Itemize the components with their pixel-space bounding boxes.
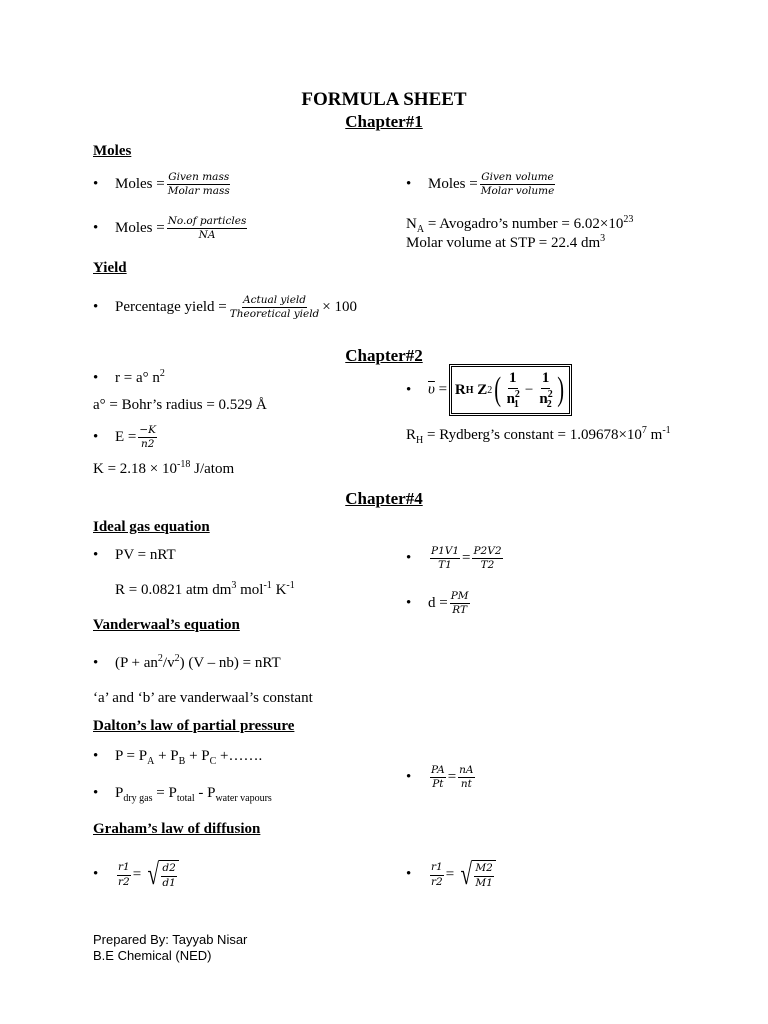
superscript: -18 (177, 459, 191, 470)
moles-particles-formula (93, 215, 249, 242)
fraction (480, 171, 556, 198)
symbol: R (406, 427, 417, 443)
fraction (472, 545, 502, 572)
subscript: 1 (513, 398, 519, 410)
bullet-icon: • (93, 547, 99, 563)
bullet-icon: • (93, 655, 99, 671)
chapter-1-heading: Chapter#1 (345, 112, 423, 131)
fraction (138, 424, 157, 451)
text: K (271, 582, 287, 598)
fraction (538, 369, 552, 411)
text: P = P (115, 748, 148, 764)
k-constant (93, 459, 234, 478)
text: - P (194, 785, 216, 801)
numerator: Given mass (167, 171, 230, 185)
denominator: d1 (162, 876, 176, 889)
numerator: PA (430, 764, 446, 778)
numerator: No.of particles (167, 215, 248, 229)
text: = Avogadro’s number = 6.02×10 (424, 216, 624, 232)
graham-density-formula (93, 860, 179, 890)
fraction (474, 862, 493, 889)
energy-formula (93, 424, 159, 451)
equals: = (445, 866, 455, 883)
denominator: RT (452, 604, 467, 617)
symbol: n (506, 390, 515, 407)
text: (P + an (115, 655, 158, 671)
superscript: 2 (514, 388, 520, 400)
unit: m (646, 427, 663, 443)
vanderwaal-note: ‘a’ and ‘b’ are vanderwaal’s constant (93, 690, 313, 706)
equals: = (447, 769, 457, 786)
sqrt-icon: √ (460, 858, 472, 891)
ideal-gas-heading: Ideal gas equation (93, 519, 210, 535)
denominator (506, 389, 520, 412)
denominator: Molar volume (480, 185, 555, 198)
numerator: Given volume (480, 171, 555, 185)
wave-number-formula (406, 366, 570, 414)
text: + P (185, 748, 210, 764)
text: r = a° n (115, 370, 160, 386)
superscript: 2 (159, 368, 165, 379)
superscript: 3 (600, 233, 606, 244)
superscript: 2 (157, 653, 163, 664)
symbol: R (454, 381, 466, 398)
text: PV = nRT (115, 547, 176, 563)
text: P (115, 785, 124, 801)
fraction (161, 862, 176, 889)
density-formula (406, 590, 472, 617)
numerator: 1 (508, 369, 518, 389)
bullet-icon: • (93, 220, 99, 237)
fraction (167, 171, 231, 198)
denominator (538, 389, 552, 412)
numerator: nA (458, 764, 474, 778)
equals: = (438, 381, 448, 398)
formula-lhs: E = (115, 429, 137, 446)
numerator: Actual yield (242, 294, 307, 308)
superscript: -1 (662, 425, 671, 436)
numerator: P2V2 (472, 545, 502, 559)
left-paren-icon: ( (494, 371, 502, 409)
numerator: 1 (541, 369, 551, 389)
denominator: T2 (480, 559, 495, 572)
fraction (430, 764, 446, 791)
rydberg-constant (406, 425, 671, 446)
denominator: NA (198, 229, 216, 242)
formula-lhs: Moles = (428, 176, 478, 193)
bullet-icon: • (406, 381, 412, 398)
rydberg-box (451, 366, 570, 414)
superscript: 7 (641, 425, 647, 436)
bullet-icon: • (93, 370, 99, 386)
superscript: -1 (286, 580, 295, 591)
chapter-2-heading: Chapter#2 (345, 346, 423, 365)
denominator: r2 (118, 875, 130, 888)
text: mol (236, 582, 264, 598)
text: = P (152, 785, 177, 801)
text: K = 2.18 × 10 (93, 461, 178, 477)
fraction (430, 545, 460, 572)
bullet-icon: • (406, 866, 412, 883)
author-line: Prepared By: Tayyab Nisar (93, 932, 248, 947)
formula-rhs: × 100 (322, 299, 358, 316)
dalton-heading: Dalton’s law of partial pressure (93, 718, 295, 734)
dry-gas-pressure (93, 785, 272, 804)
dalton-formula (93, 748, 262, 767)
subscript: H (465, 384, 474, 396)
graham-heading: Graham’s law of diffusion (93, 821, 261, 837)
molar-volume-stp (406, 233, 605, 252)
symbol: n (539, 390, 548, 407)
yield-heading: Yield (93, 260, 127, 276)
square-root (145, 860, 179, 890)
right-paren-icon: ) (557, 371, 564, 409)
bohr-radius-definition: a° = Bohr’s radius = 0.529 Å (93, 397, 267, 413)
text: = Rydberg’s constant = 1.09678×10 (423, 427, 642, 443)
bullet-icon: • (406, 176, 412, 193)
fraction (117, 861, 131, 888)
fraction (450, 590, 470, 617)
text: R = 0.0821 atm dm (115, 582, 232, 598)
superscript: 2 (487, 384, 493, 396)
superscript: -1 (263, 580, 272, 591)
numerator: −K (138, 424, 157, 438)
text: ) (V – nb) = nRT (179, 655, 281, 671)
moles-heading: Moles (93, 143, 132, 159)
avogadro-number (406, 214, 633, 235)
partial-pressure-ratio (406, 764, 477, 791)
equals: = (132, 866, 142, 883)
denominator: r2 (431, 875, 443, 888)
text: +……. (216, 748, 263, 764)
bullet-icon: • (406, 550, 412, 567)
symbol: Z (477, 381, 488, 398)
numerator: r1 (117, 861, 131, 875)
denominator: nt (460, 778, 472, 791)
vanderwaal-formula (93, 653, 281, 672)
combined-gas-law (406, 545, 505, 572)
minus: − (524, 381, 534, 398)
fraction (229, 294, 321, 321)
graham-mass-formula (406, 860, 496, 890)
denominator: n2 (140, 438, 155, 451)
subscript: A (416, 224, 425, 235)
moles-mass-formula (93, 171, 233, 198)
superscript: 2 (547, 388, 553, 400)
wave-number-symbol: $\overline{\upsilon}$ (428, 381, 435, 398)
superscript: 2 (174, 653, 180, 664)
formula-lhs: Moles = (115, 220, 165, 237)
degree-line: B.E Chemical (NED) (93, 948, 212, 963)
gas-constant (115, 580, 295, 599)
bullet-icon: • (406, 595, 412, 612)
vanderwaal-heading: Vanderwaal’s equation (93, 617, 240, 633)
ideal-gas-formula (93, 547, 176, 564)
fraction (167, 215, 248, 242)
percentage-yield-formula (93, 294, 357, 321)
subscript: H (416, 435, 424, 446)
bullet-icon: • (93, 176, 99, 193)
bullet-icon: • (93, 429, 99, 446)
numerator: r1 (430, 861, 444, 875)
subscript: total (176, 793, 195, 804)
chapter-4-heading: Chapter#4 (345, 489, 423, 508)
bullet-icon: • (93, 866, 99, 883)
bullet-icon: • (93, 785, 99, 801)
bullet-icon: • (93, 299, 99, 316)
text: + P (154, 748, 179, 764)
formula-lhs: d = (428, 595, 448, 612)
denominator: Pt (432, 778, 444, 791)
unit: J/atom (190, 461, 235, 477)
formula-lhs: Percentage yield = (115, 299, 227, 316)
superscript: 23 (623, 214, 634, 225)
moles-volume-formula (406, 171, 557, 198)
page-title: FORMULA SHEET (301, 89, 467, 110)
numerator: P1V1 (430, 545, 460, 559)
numerator: d2 (161, 862, 176, 876)
numerator: PM (450, 590, 470, 604)
text: /v (162, 655, 175, 671)
formula-lhs: Moles = (115, 176, 165, 193)
denominator: T1 (438, 559, 452, 572)
fraction (430, 861, 444, 888)
symbol: N (406, 216, 417, 232)
square-root (458, 860, 496, 890)
fraction (458, 764, 474, 791)
denominator: Molar mass (167, 185, 230, 198)
superscript: 3 (231, 580, 237, 591)
denominator: Theoretical yield (229, 308, 320, 321)
subscript: B (178, 756, 186, 767)
fraction (506, 369, 520, 411)
numerator: M2 (474, 862, 493, 876)
bullet-icon: • (406, 769, 412, 786)
subscript: water vapours (215, 793, 272, 804)
equals: = (462, 550, 471, 567)
subscript: C (209, 756, 217, 767)
sqrt-icon: √ (147, 858, 159, 891)
subscript: dry gas (123, 793, 153, 804)
text: Molar volume at STP = 22.4 dm (406, 235, 601, 251)
bohr-radius-formula (93, 368, 165, 387)
denominator: M1 (475, 876, 493, 889)
bullet-icon: • (93, 748, 99, 764)
subscript: 2 (546, 398, 552, 410)
subscript: A (147, 756, 155, 767)
